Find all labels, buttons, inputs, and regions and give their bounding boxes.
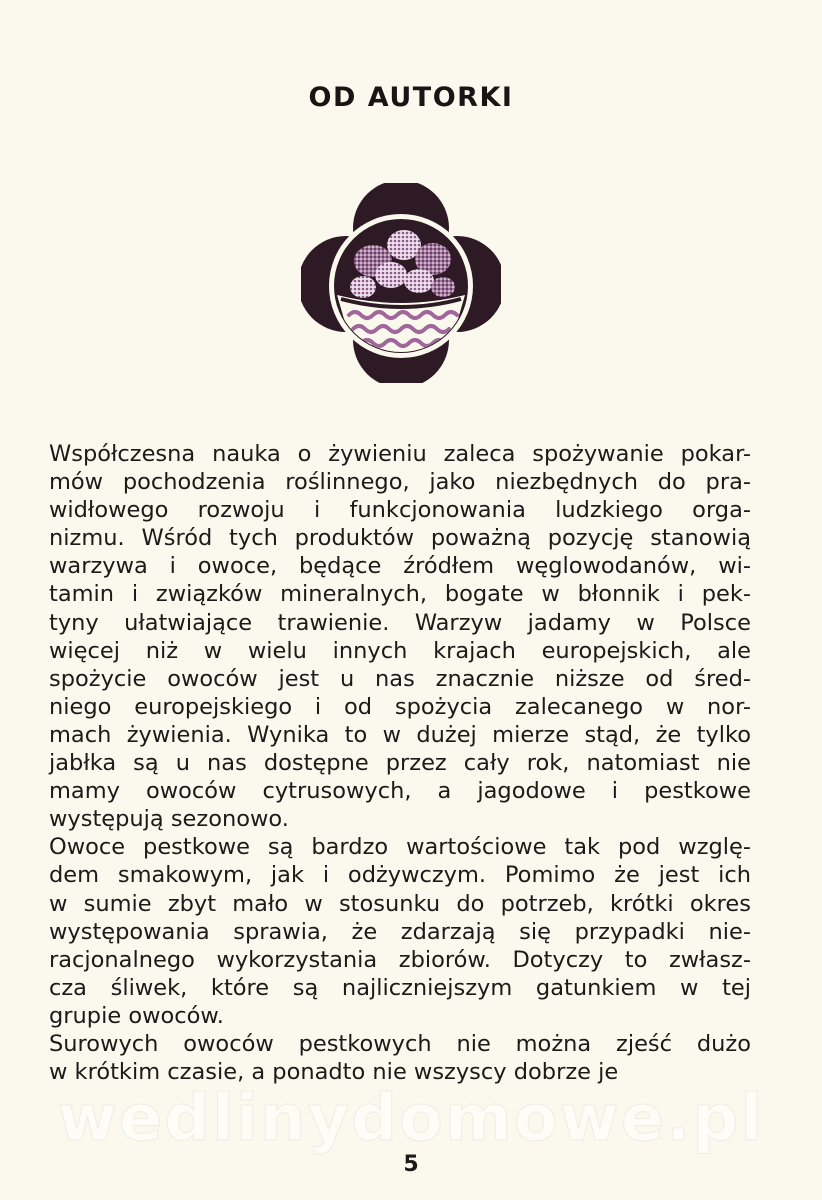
text-line: występują sezonowo. xyxy=(49,806,289,833)
text-line: dem smakowym, jak i odżywczym. Pomimo że jest ich xyxy=(49,862,751,889)
text-line: warzywa i owoce, będące źródłem węglowodanów, wi- xyxy=(49,553,751,580)
text-line: widłowego rozwoju i funkcjonowania ludzkiego orga- xyxy=(49,497,751,524)
text-line: nizmu. Wśród tych produktów poważną pozycję stanowią xyxy=(49,525,751,552)
text-line: w krótkim czasie, a ponadto nie wszyscy dobrze je xyxy=(49,1059,619,1086)
page-title: OD AUTORKI xyxy=(308,82,514,113)
text-line: tyny ułatwiające trawienie. Warzyw jadamy w Polsce xyxy=(49,609,751,636)
text-line: mamy owoców cytrusowych, a jagodowe i pestkowe xyxy=(49,778,751,805)
text-line: więcej niż w wielu innych krajach europejskich, ale xyxy=(49,637,751,664)
text-line: Owoce pestkowe są bardzo wartościowe tak pod wzglę- xyxy=(49,834,751,861)
text-line: racjonalnego wykorzystania zbiorów. Dotyczy to zwłasz- xyxy=(49,946,751,973)
watermark-text: wedlinydomowe.pl xyxy=(57,1082,765,1156)
paragraph xyxy=(49,1030,751,1086)
text-line: mach żywienia. Wynika to w dużej mierze stąd, że tylko xyxy=(49,721,751,748)
body-text xyxy=(49,440,751,1086)
text-line: Surowych owoców pestkowych nie można zjeść dużo xyxy=(49,1030,751,1057)
text-line: niego europejskiego i od spożycia zalecanego w nor- xyxy=(49,693,751,720)
paragraph xyxy=(49,833,751,1030)
page-number: 5 xyxy=(403,1152,419,1177)
fruit-basket-icon xyxy=(301,183,501,383)
text-line: grupie owoców. xyxy=(49,1002,224,1029)
text-line: występowania sprawia, że zdarzają się przypadki nie- xyxy=(49,918,751,945)
text-line: spożycie owoców jest u nas znacznie niższe od śred- xyxy=(49,665,751,692)
text-line: Współczesna nauka o żywieniu zaleca spożywanie pokar- xyxy=(49,441,751,467)
text-line: cza śliwek, które są najliczniejszym gatunkiem w tej xyxy=(49,974,751,1001)
text-line: mów pochodzenia roślinnego, jako niezbędnych do pra- xyxy=(49,469,751,496)
text-line: tamin i związków mineralnych, bogate w błonnik i pek- xyxy=(49,581,751,608)
text-line: w sumie zbyt mało w stosunku do potrzeb, krótki okres xyxy=(49,890,751,917)
text-line: jabłka są u nas dostępne przez cały rok, natomiast nie xyxy=(49,750,751,777)
paragraph xyxy=(49,440,751,833)
